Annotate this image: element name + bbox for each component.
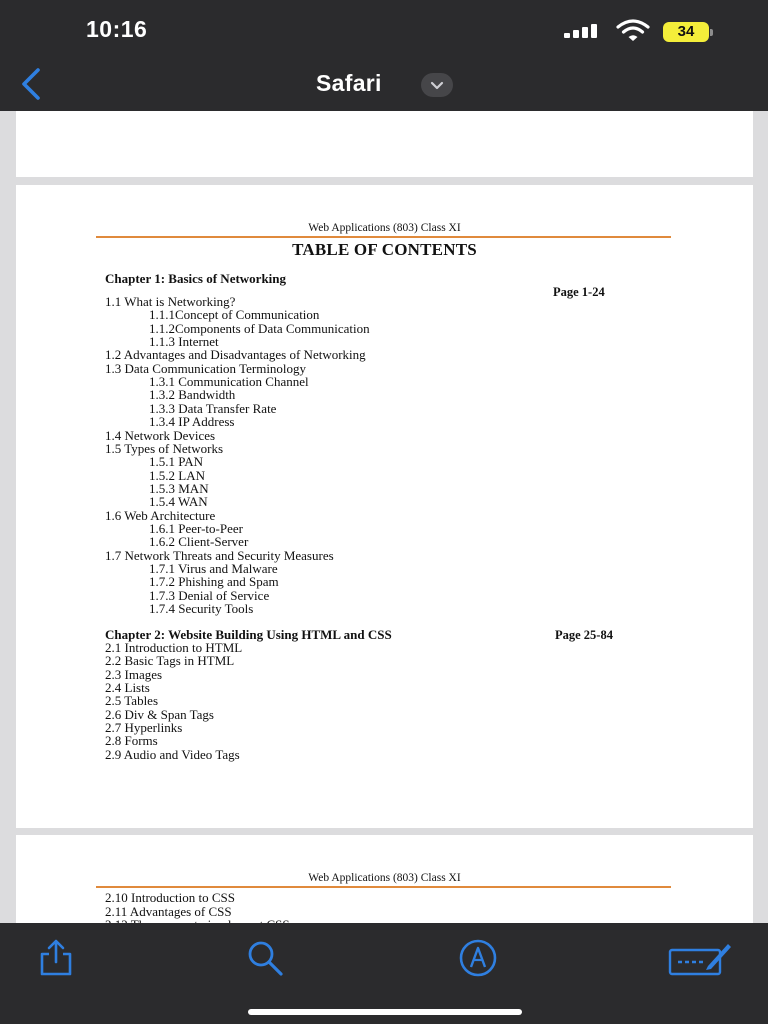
top-bar	[0, 0, 768, 111]
toc-subitem: 1.7.1 Virus and Malware	[149, 561, 278, 576]
toc-subitem: 1.1.2Components of Data Communication	[149, 320, 370, 336]
chapter-2-title: Chapter 2: Website Building Using HTML and CSS	[105, 627, 392, 642]
status-time: 10:16	[86, 16, 148, 42]
chapter-2-pages: Page 25-84	[555, 628, 613, 642]
home-indicator	[248, 1009, 522, 1015]
cellular-signal-icon	[564, 24, 602, 38]
toc-subitem: 1.3.1 Communication Channel	[149, 374, 309, 390]
toc-subitem: 1.5.3 MAN	[149, 480, 209, 496]
toc-item: 1.2 Advantages and Disadvantages of Networking	[105, 347, 366, 363]
toc-subitem: 1.5.4 WAN	[149, 494, 208, 510]
chapter-1-title: Chapter 1: Basics of Networking	[105, 271, 287, 286]
wifi-icon	[616, 18, 650, 42]
toc-item: 1.6 Web Architecture	[105, 507, 216, 523]
toc-item: 2.8 Forms	[105, 733, 158, 749]
pdf-page-toc	[16, 185, 753, 828]
toc-subitem: 1.3.4 IP Address	[149, 414, 235, 430]
toc-title: TABLE OF CONTENTS	[292, 240, 477, 259]
toc-subitem: 1.7.3 Denial of Service	[149, 587, 270, 603]
toc-item: 2.1 Introduction to HTML	[105, 640, 243, 655]
battery-level: 34	[677, 23, 695, 40]
page-header: Web Applications (803) Class XI	[308, 872, 461, 884]
chapter-1-pages: Page 1-24	[553, 285, 605, 299]
chevron-down-icon	[421, 73, 453, 97]
toc-subitem: 1.3.2 Bandwidth	[149, 387, 236, 403]
share-icon[interactable]	[34, 938, 78, 978]
nav-menu-button[interactable]	[421, 73, 453, 97]
toc-subitem: 1.6.1 Peer-to-Peer	[149, 520, 243, 536]
header-rule	[96, 236, 671, 238]
toc-item: 2.11 Advantages of CSS	[105, 903, 232, 919]
toc-item: 1.5 Types of Networks	[105, 440, 224, 456]
toc-subitem: 1.6.2 Client-Server	[149, 534, 249, 550]
toc-item: 1.7 Network Threats and Security Measures	[105, 547, 334, 563]
toc-item: 2.7 Hyperlinks	[105, 720, 183, 736]
toc-subitem: 1.5.1 PAN	[149, 454, 204, 470]
toc-subitem: 1.1.3 Internet	[149, 334, 219, 350]
back-chevron-icon[interactable]	[16, 66, 48, 102]
header-rule	[96, 886, 671, 888]
search-icon[interactable]	[243, 938, 287, 978]
nav-title[interactable]: Safari	[316, 70, 382, 96]
toc-subitem: 1.5.2 LAN	[149, 467, 205, 483]
toc-item: 2.2 Basic Tags in HTML	[105, 653, 235, 669]
toc-item: 2.9 Audio and Video Tags	[105, 746, 240, 762]
toc-subitem: 1.7.4 Security Tools	[149, 601, 254, 617]
battery-icon	[663, 22, 713, 42]
toc-item: 1.3 Data Communication Terminology	[105, 360, 307, 376]
pdf-page	[16, 111, 753, 177]
page-header: Web Applications (803) Class XI	[308, 222, 461, 234]
toc-subitem: 1.3.3 Data Transfer Rate	[149, 400, 277, 416]
toc-item: 2.3 Images	[105, 666, 163, 682]
toc-subitem: 1.7.2 Phishing and Spam	[149, 574, 279, 590]
toc-subitem: 1.1.1Concept of Communication	[149, 307, 320, 323]
toc-item: 1.4 Network Devices	[105, 427, 216, 443]
toc-item: 2.10 Introduction to CSS	[105, 890, 236, 905]
signature-icon[interactable]	[668, 938, 732, 978]
toc-item: 1.1 What is Networking?	[105, 294, 236, 309]
document-viewer[interactable]	[0, 111, 768, 923]
toc-item: 2.5 Tables	[105, 693, 159, 709]
toc-item: 2.6 Div & Span Tags	[105, 706, 214, 722]
toc-item: 2.4 Lists	[105, 680, 150, 696]
bottom-toolbar	[0, 923, 768, 1024]
markup-pen-icon[interactable]	[456, 938, 500, 978]
